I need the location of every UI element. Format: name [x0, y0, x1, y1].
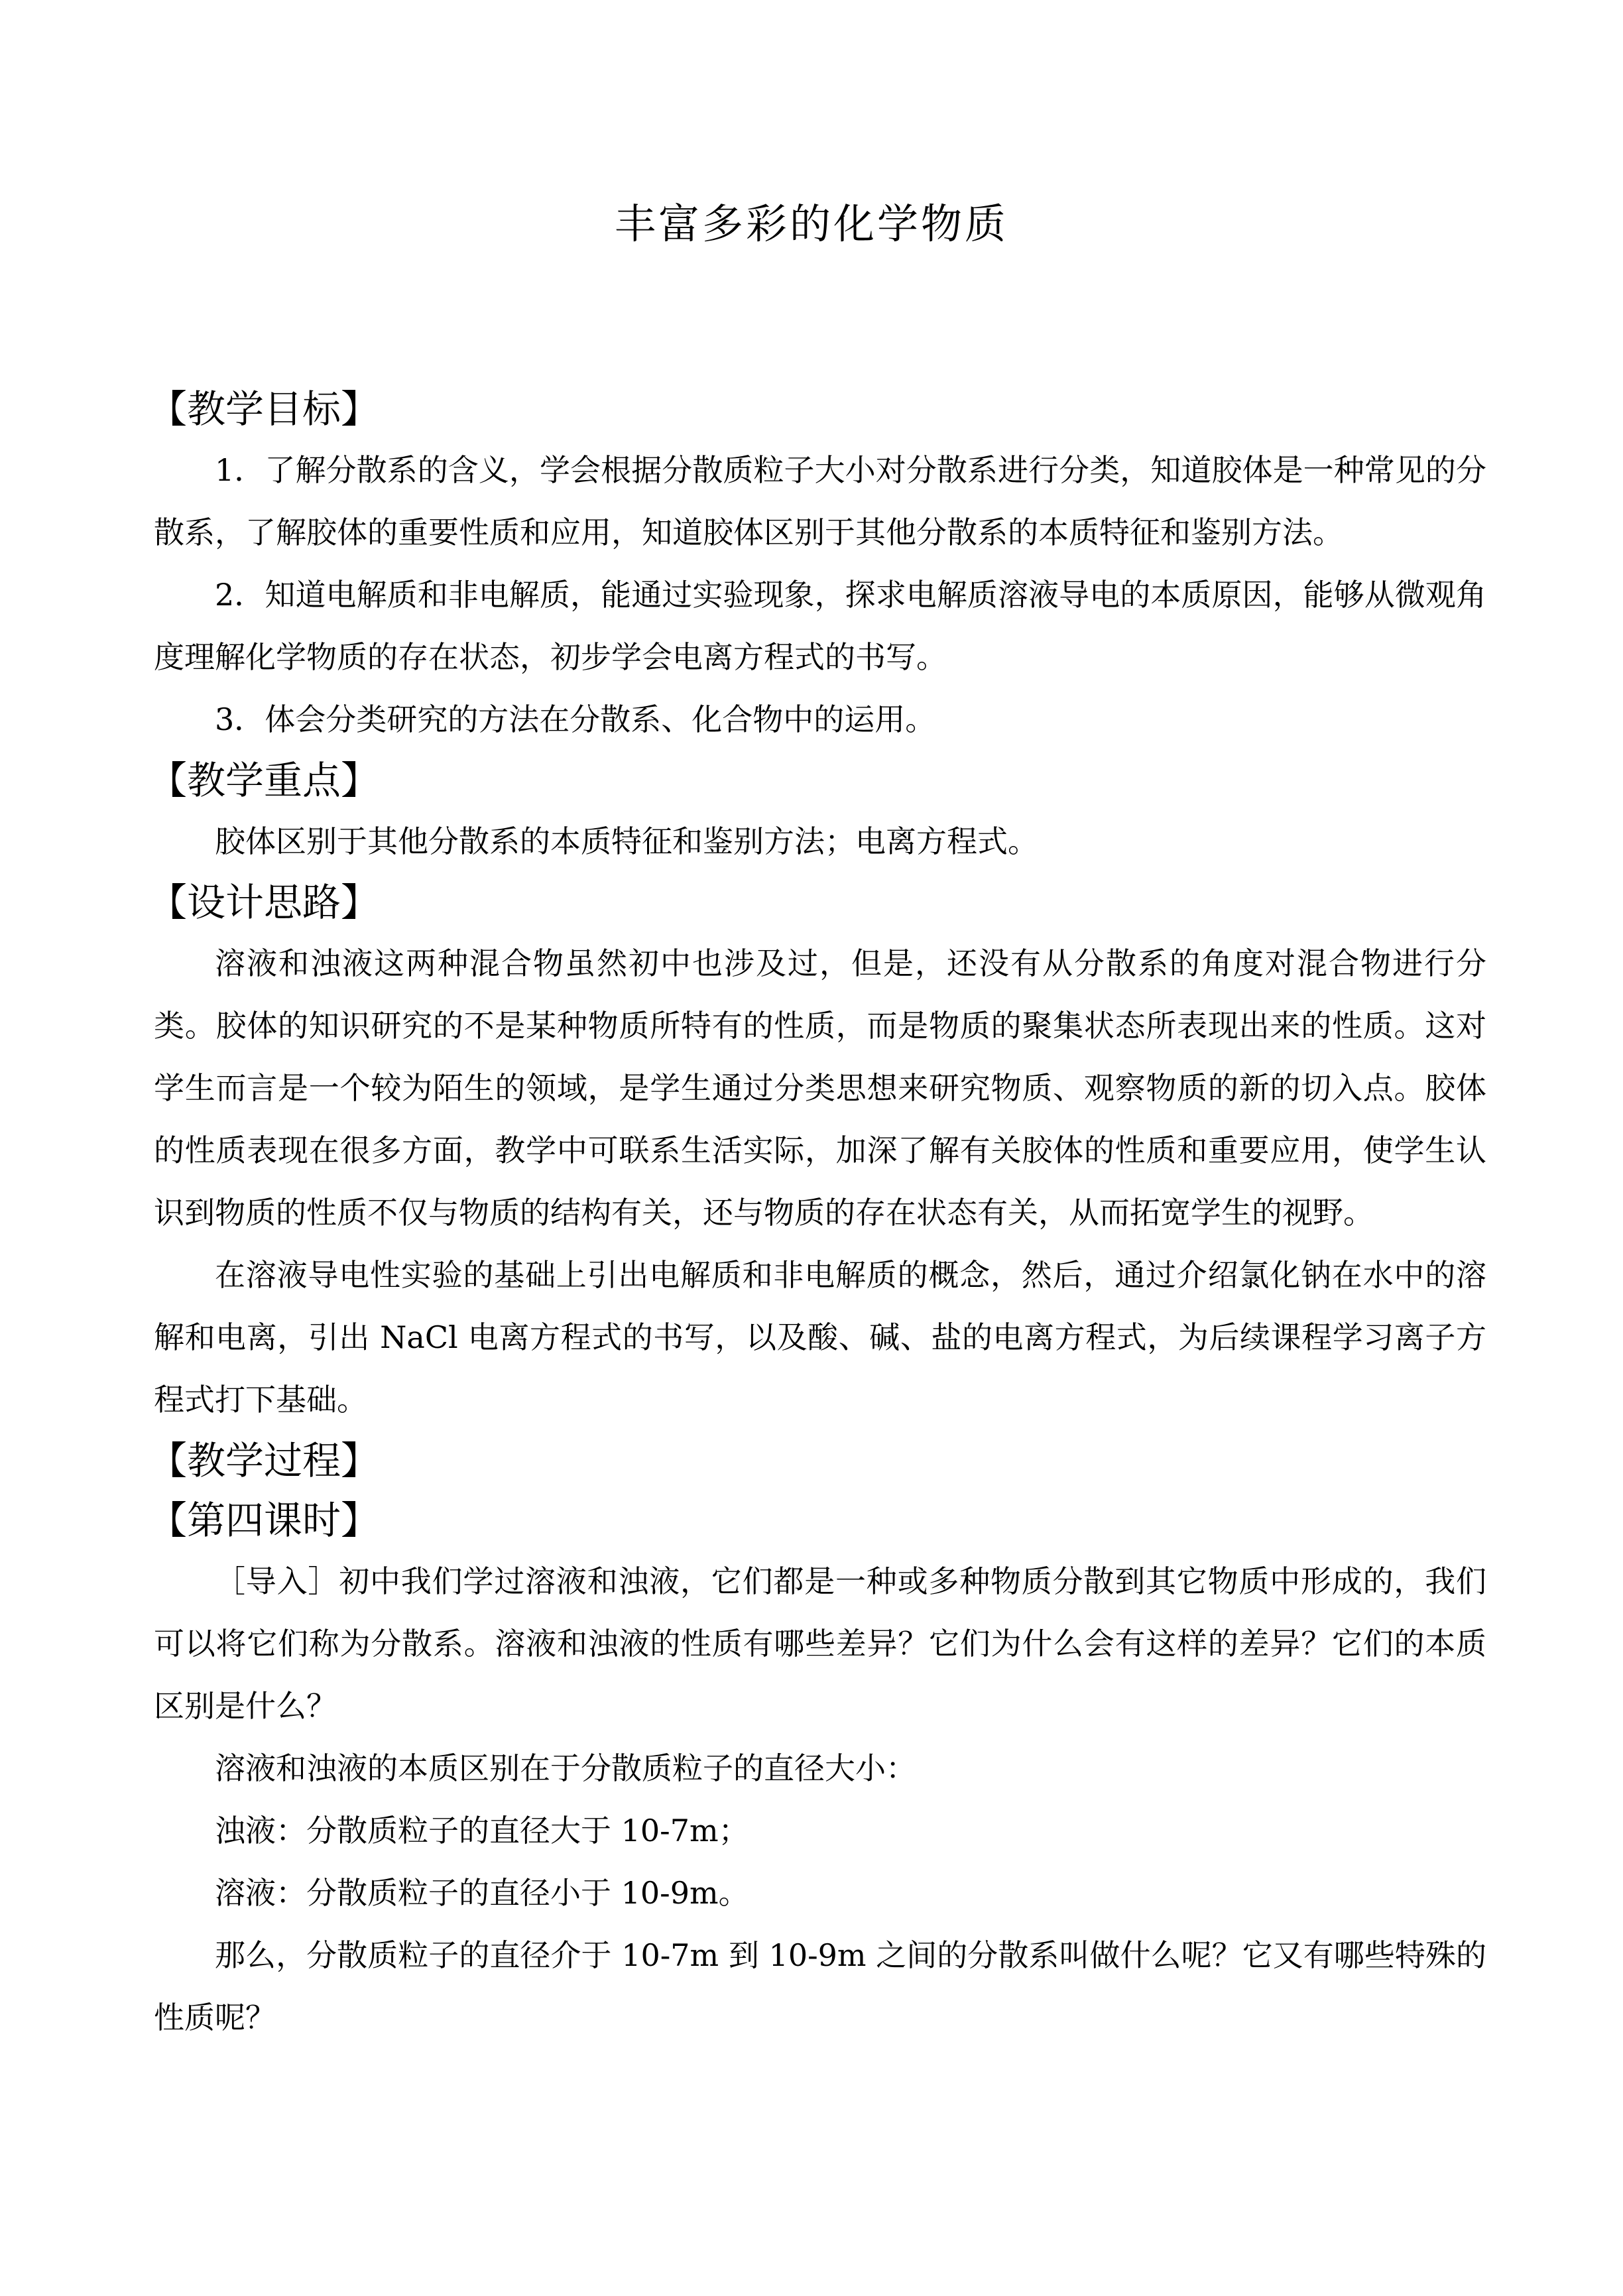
- section-heading-key-points: 【教学重点】: [149, 758, 380, 803]
- design-paragraph-1: 溶液和浊液这两种混合物虽然初中也涉及过，但是，还没有从分散系的角度对混合物进行分类。胶体的知识研究的不是某种物质所特有的性质，而是物质的聚集状态所表现出来的性质。这对学生而言是一个较为陌生的领域，是学生通过分类思想来研究物质、观察物质的新的切入点。胶体的性质表现在很多方面，教学中可联系生活实际，加深了解有关胶体的性质和重要应用，使学生认识到物质的性质不仅与物质的结构有关，还与物质的存在状态有关，从而拓宽学生的视野。: [154, 945, 1486, 1231]
- lesson-line-1: 溶液和浊液的本质区别在于分散质粒子的直径大小：: [215, 1750, 916, 1786]
- section-heading-design: 【设计思路】: [149, 880, 380, 925]
- design-paragraph-2: 在溶液导电性实验的基础上引出电解质和非电解质的概念，然后，通过介绍氯化钠在水中的溶解和电离，引出 NaCl 电离方程式的书写，以及酸、碱、盐的电离方程式，为后续课程学习离子方程式打下基础。: [154, 1257, 1486, 1418]
- document-body: [149, 379, 1486, 2049]
- section-heading-process: 【教学过程】: [149, 1438, 380, 1483]
- lesson-line-2: 浊液：分散质粒子的直径大于 10-7m；: [215, 1813, 749, 1848]
- section-heading-lesson: 【第四课时】: [149, 1498, 380, 1543]
- section-heading-teaching-goals: 【教学目标】: [149, 387, 380, 432]
- lesson-intro: ［导入］初中我们学过溶液和浊液，它们都是一种或多种物质分散到其它物质中形成的，我们可以将它们称为分散系。溶液和浊液的性质有哪些差异？它们为什么会有这样的差异？它们的本质区别是什么？: [154, 1563, 1486, 1724]
- document-title: 丰富多彩的化学物质: [614, 200, 1008, 248]
- key-points-text: 胶体区别于其他分散系的本质特征和鉴别方法；电离方程式。: [215, 823, 1038, 859]
- goal-item-2: 2．知道电解质和非电解质，能通过实验现象，探求电解质溶液导电的本质原因，能够从微观角度理解化学物质的存在状态，初步学会电离方程式的书写。: [154, 577, 1486, 675]
- goal-item-3: 3．体会分类研究的方法在分散系、化合物中的运用。: [215, 701, 936, 737]
- lesson-line-3: 溶液：分散质粒子的直径小于 10-9m。: [215, 1875, 749, 1911]
- goal-item-1: 1．了解分散系的含义，学会根据分散质粒子大小对分散系进行分类，知道胶体是一种常见的分散系，了解胶体的重要性质和应用，知道胶体区别于其他分散系的本质特征和鉴别方法。: [154, 452, 1486, 550]
- lesson-question: 那么，分散质粒子的直径介于 10-7m 到 10-9m 之间的分散系叫做什么呢？它又有哪些特殊的性质呢？: [154, 1937, 1486, 2035]
